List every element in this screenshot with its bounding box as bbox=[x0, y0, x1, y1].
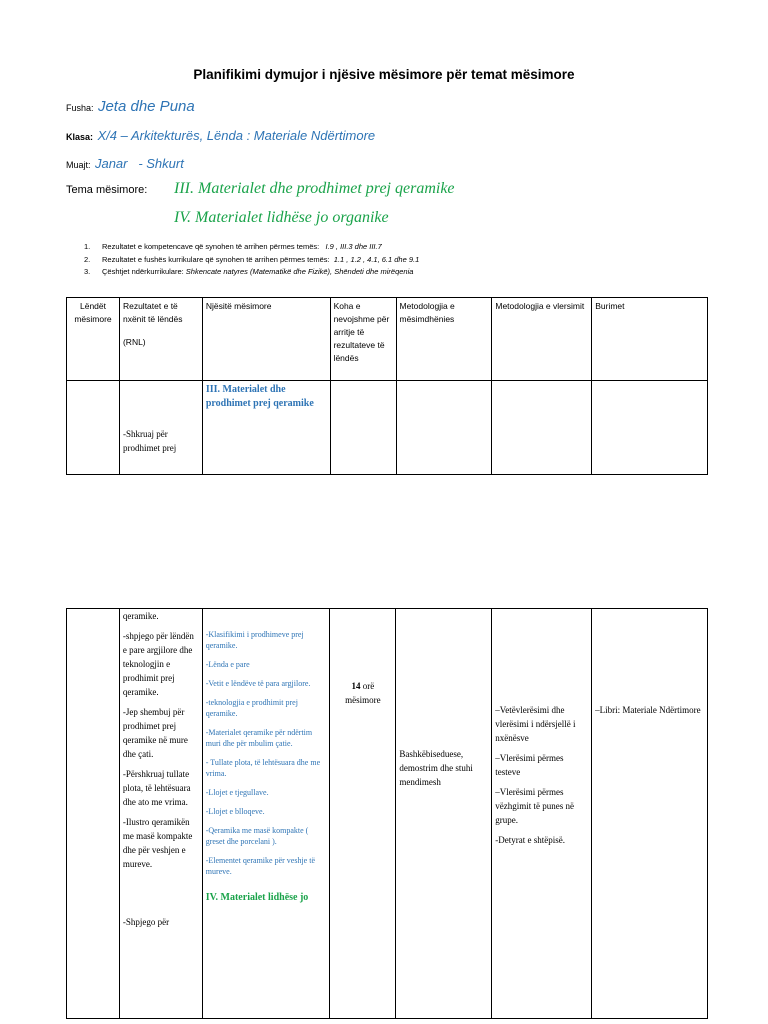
header-lendet: Lëndët mësimore bbox=[67, 298, 120, 381]
row1-njesite: III. Materialet dhe prodhimet prej qeramike bbox=[202, 381, 330, 475]
table-row bbox=[67, 381, 708, 475]
tema-label: Tema mësimore: bbox=[66, 184, 148, 196]
row2-koha: 14 orë mësimore bbox=[330, 609, 396, 1019]
fusha-label: Fusha: bbox=[66, 103, 94, 113]
table-row bbox=[67, 609, 708, 1019]
header-rezultatet: Rezultatet e të nxënit të lëndës (RNL) bbox=[119, 298, 202, 381]
row2-mesimdhenie: Bashkëbiseduese, demostrim dhe stuhi mendimesh bbox=[396, 609, 492, 1019]
muajt-value: Janar - Shkurt bbox=[94, 156, 184, 171]
note-2: 2. Rezultatet e fushës kurrikulare që synohen të arrihen përmes temës: 1.1 , 1.2 , 4.1, 6.1 dhe 9.1 bbox=[84, 254, 420, 264]
header-metodologjia-vlersimit: Metodologjia e vlersimit bbox=[492, 298, 592, 381]
notes-list bbox=[84, 241, 419, 279]
row2-vleresimi: –Vetëvlerësimi dhe vlerësimi i ndërsjellë i nxënësve –Vlerësimi përmes testeve –Vlerësimi përmes vëzhgimit të punes në grupe. -Detyrat e shtëpisë. bbox=[492, 609, 592, 1019]
header-njesite: Njësitë mësimore bbox=[202, 298, 330, 381]
row1-burimet bbox=[592, 381, 708, 475]
klasa-value: X/4 – Arkitekturës, Lënda : Materiale Ndërtimore bbox=[97, 128, 376, 143]
fusha-line bbox=[66, 98, 195, 116]
tema-title-2: IV. Materialet lidhëse jo organike bbox=[174, 209, 389, 226]
header-koha: Koha e nevojshme për arritje të rezultateve të lëndës bbox=[330, 298, 396, 381]
fusha-value: Jeta dhe Puna bbox=[97, 98, 195, 115]
header-metodologjia-mesimdhenies: Metodologjia e mësimdhënies bbox=[396, 298, 492, 381]
row1-mesimdhenie bbox=[396, 381, 492, 475]
row1-rnl: -Shkruaj për prodhimet prej bbox=[119, 381, 202, 475]
row2-rnl: qeramike. -shpjego për lëndën e pare argjilore dhe teknologjin e prodhimit prej qeramike. -Jep shembuj për prodhimet prej qeramike në mure dhe çati. -Përshkruaj tullate plota, të lehtësuara dhe ato me vrima. -Ilustro qeramikën me masë kompakte dhe për veshjen e mureve. -Shpjego për bbox=[119, 609, 202, 1019]
row1-lendet bbox=[67, 381, 120, 475]
row1-koha bbox=[330, 381, 396, 475]
plan-table-bottom bbox=[66, 608, 708, 1019]
note-3: 3. Çështjet ndërkurrikulare: Shkencate natyres (Matematikë dhe Fizikë), Shëndeti dhe mirëqenia bbox=[84, 267, 414, 276]
muajt-label: Muajt: bbox=[66, 160, 91, 170]
klasa-line bbox=[66, 127, 375, 145]
klasa-label: Klasa: bbox=[66, 132, 94, 142]
row2-njesite: -Klasifikimi i prodhimeve prej qeramike. -Lënda e pare -Vetit e lëndëve të para argjilore. -teknologjia e prodhimit prej qeramike. -Materialet qeramike për ndërtim muri dhe për mbulim çatie. - Tullate plota, të lehtësuara dhe me vrima. -Llojet e tjegullave. -Llojet e blloqeve. -Qeramika me masë kompakte ( greset dhe porcelani ). -Elementet qeramike për veshje të mureve. IV. Materialet lidhëse jo bbox=[202, 609, 330, 1019]
document-title: Planifikimi dymujor i njësive mësimore për temat mësimore bbox=[193, 67, 575, 82]
row2-lendet bbox=[67, 609, 120, 1019]
tema-title-1: III. Materialet dhe prodhimet prej qeramike bbox=[174, 180, 455, 197]
row1-vleresimi bbox=[492, 381, 592, 475]
row2-burimet: –Libri: Materiale Ndërtimore bbox=[592, 609, 708, 1019]
note-1: 1. Rezultatet e kompetencave që synohen të arrihen përmes temës: I.9 , III.3 dhe III.7 bbox=[84, 242, 382, 251]
header-burimet: Burimet bbox=[592, 298, 708, 381]
plan-table-top bbox=[66, 297, 708, 475]
muajt-line bbox=[66, 155, 184, 173]
table-header-row bbox=[67, 298, 708, 381]
